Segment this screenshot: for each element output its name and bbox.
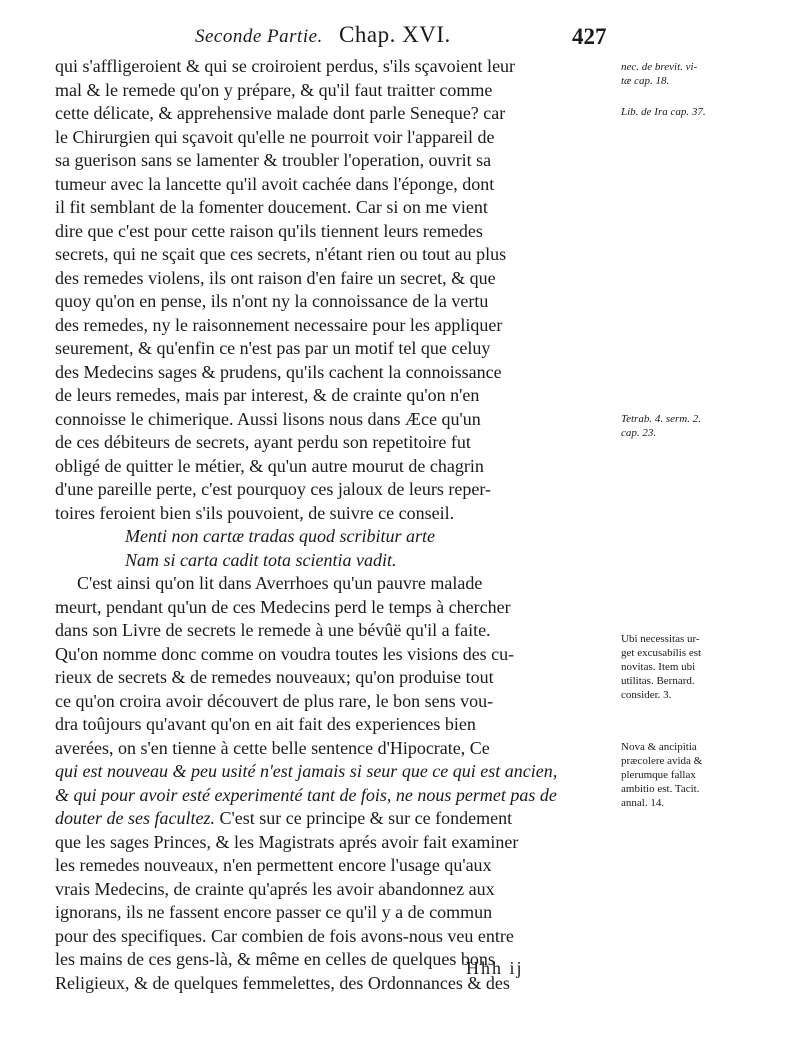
- text-line: il fit semblant de la fomenter doucement. Car si on me vient: [55, 197, 488, 217]
- margin-note: [621, 412, 796, 440]
- margin-note-line: ambitio est. Tacit.: [621, 783, 700, 795]
- text-line: dra toûjours qu'avant qu'on en ait fait des experiences bien: [55, 714, 476, 734]
- margin-note: [621, 105, 796, 119]
- text-line: de ces débiteurs de secrets, ayant perdu son repetitoire fut: [55, 432, 471, 452]
- margin-note-line: Lib. de Ira cap. 37.: [621, 106, 706, 118]
- text-line: averées, on s'en tienne à cette belle sentence d'Hipocrate, Ce: [55, 737, 490, 758]
- text-line: dire que c'est pour cette raison qu'ils tiennent leurs remedes: [55, 220, 483, 241]
- mixed-line: [55, 807, 615, 831]
- italic-line: qui est nouveau & peu usité n'est jamais si seur que ce qui est ancien,: [55, 761, 558, 781]
- margin-note: [621, 60, 796, 88]
- margin-note-line: novitas. Item ubi: [621, 661, 696, 673]
- text-line: secrets, qui ne sçait que ces secrets, n'étant rien ou tout au plus: [55, 244, 507, 264]
- running-head: [195, 22, 451, 48]
- text-line: ce qu'on croira avoir découvert de plus rare, le bon sens vou-: [55, 690, 494, 711]
- text-line: les remedes nouveaux, n'en permettent encore l'usage qu'aux: [55, 855, 492, 875]
- text-line: meurt, pendant qu'un de ces Medecins perd le temps à chercher: [55, 596, 511, 617]
- verse-line: Menti non cartæ tradas quod scribitur arte: [125, 526, 435, 546]
- margin-note-line: Nova & ancipitia: [621, 741, 697, 753]
- text-line: toires feroient bien s'ils pouvoient, de suivre ce conseil.: [55, 502, 455, 523]
- text-line: C'est ainsi qu'on lit dans Averrhoes qu'un pauvre malade: [77, 573, 483, 593]
- main-text: [55, 55, 615, 995]
- margin-note-line: get excusabilis est: [621, 647, 702, 659]
- roman-fragment: C'est sur ce principe & sur ce fondement: [214, 808, 513, 828]
- margin-note-line: consider. 3.: [621, 689, 672, 701]
- text-line: rieux de secrets & de remedes nouveaux; qu'on produise tout: [55, 667, 494, 687]
- margin-note-line: Ubi necessitas ur-: [621, 633, 700, 645]
- text-line: cette délicate, & apprehensive malade dont parle Seneque? car: [55, 103, 506, 123]
- margin-note: [621, 740, 796, 810]
- text-line: de leurs remedes, mais par interest, & de crainte qu'on n'en: [55, 385, 480, 405]
- margin-note-line: utilitas. Bernard.: [621, 675, 695, 687]
- margin-note-line: nec. de brevit. vi-: [621, 61, 698, 73]
- text-line: ignorans, ils ne fassent encore passer ce qu'il y a de commun: [55, 902, 493, 922]
- text-line: sa guerison sans se lamenter & troubler l'operation, ouvrit sa: [55, 150, 492, 170]
- margin-note-line: cap. 23.: [621, 427, 657, 439]
- chapter-title: Chap. XVI.: [339, 22, 451, 47]
- margin-note-line: Tetrab. 4. serm. 2.: [621, 413, 701, 425]
- running-title: Seconde Partie.: [195, 26, 323, 47]
- text-line: pour des specifiques. Car combien de fois avons-nous veu entre: [55, 925, 514, 946]
- text-line: vrais Medecins, de crainte qu'aprés les avoir abandonnez aux: [55, 878, 495, 899]
- text-line: Qu'on nomme donc comme on voudra toutes les visions des cu-: [55, 643, 515, 664]
- text-line: des remedes, ny le raisonnement necessaire pour les appliquer: [55, 314, 503, 335]
- text-line: les mains de ces gens-là, & même en celles de quelques bons: [55, 949, 495, 969]
- text-line: quoy qu'on en pense, ils n'ont ny la connoissance de la vertu: [55, 291, 489, 311]
- italic-fragment: douter de ses facultez.: [55, 808, 215, 828]
- margin-note-line: præcolere avida &: [621, 755, 703, 767]
- text-line: dans son Livre de secrets le remede à une bévûë qu'il a faite.: [55, 620, 491, 640]
- verse-line: Nam si carta cadit tota scientia vadit.: [125, 549, 397, 570]
- text-line: d'une pareille perte, c'est pourquoy ces jaloux de leurs reper-: [55, 479, 491, 499]
- text-line: seurement, & qu'enfin ce n'est pas par un motif tel que celuy: [55, 338, 491, 358]
- margin-note-line: plerumque fallax: [621, 769, 696, 781]
- text-line: mal & le remede qu'on y prépare, & qu'il faut traitter comme: [55, 79, 493, 100]
- text-line: des remedes violens, ils ont raison d'en faire un secret, & que: [55, 267, 496, 288]
- text-line: que les sages Princes, & les Magistrats aprés avoir fait examiner: [55, 831, 519, 852]
- text-line: obligé de quitter le métier, & qu'un autre mourut de chagrin: [55, 455, 484, 476]
- text-line: le Chirurgien qui sçavoit qu'elle ne pourroit voir l'appareil de: [55, 126, 495, 147]
- text-line: Religieux, & de quelques femmelettes, des Ordonnances & des: [55, 972, 510, 993]
- margin-note: [621, 632, 796, 702]
- signature-mark: Hhh ij: [466, 958, 524, 978]
- page-number: 427: [572, 24, 607, 49]
- text-line: qui s'affligeroient & qui se croiroient perdus, s'ils sçavoient leur: [55, 56, 516, 76]
- text-line: des Medecins sages & prudens, qu'ils cachent la connoissance: [55, 361, 502, 382]
- text-line: tumeur avec la lancette qu'il avoit cachée dans l'éponge, dont: [55, 173, 495, 194]
- italic-line: & qui pour avoir esté experimenté tant de fois, ne nous permet pas de: [55, 784, 557, 805]
- margin-note-line: tæ cap. 18.: [621, 75, 670, 87]
- margin-note-line: annal. 14.: [621, 797, 665, 809]
- text-line: connoisse le chimerique. Aussi lisons nous dans Æce qu'un: [55, 408, 481, 429]
